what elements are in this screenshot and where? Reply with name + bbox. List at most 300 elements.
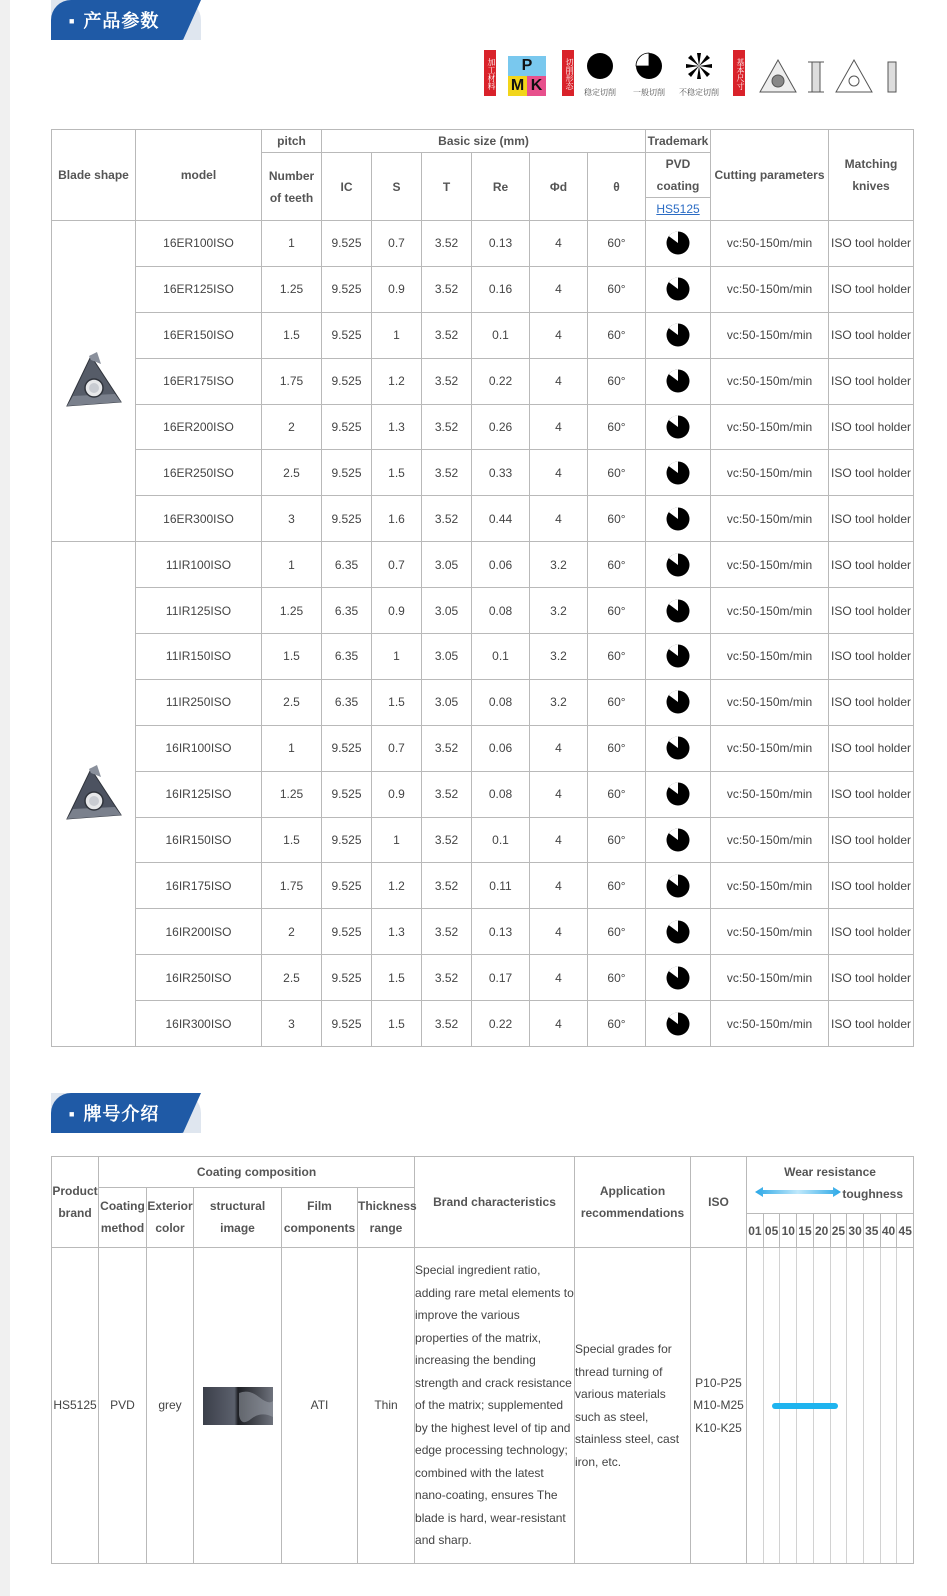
cell-ic: 9.525	[322, 404, 372, 450]
cell-d: 3.2	[530, 588, 588, 634]
scale-label: 10	[779, 1213, 796, 1247]
application-recommendations: Special grades for thread turning of various materials such as steel, stainless steel, cast iron, etc.	[575, 1248, 691, 1564]
cell-re: 0.1	[472, 312, 530, 358]
cell-d: 4	[530, 358, 588, 404]
pmk-p: P	[508, 56, 546, 76]
header-thickness-range: Thickness range	[358, 1187, 415, 1247]
cell-s: 0.9	[372, 266, 422, 312]
header-pitch: pitch	[262, 130, 322, 153]
cell-s: 1	[372, 817, 422, 863]
cell-matching-knives: ISO tool holder	[829, 863, 914, 909]
cell-s: 1.3	[372, 404, 422, 450]
cell-pitch: 3	[262, 1001, 322, 1047]
header-cutting-parameters: Cutting parameters	[711, 130, 829, 221]
grade-range-bar	[772, 1403, 838, 1409]
cell-ic: 6.35	[322, 588, 372, 634]
table-row	[52, 771, 914, 817]
cell-pitch: 1.5	[262, 817, 322, 863]
cell-pitch: 1.25	[262, 266, 322, 312]
pvd-coating-cell	[646, 817, 711, 863]
cell-d: 4	[530, 221, 588, 267]
cell-model: 16ER200ISO	[136, 404, 262, 450]
header-pvd-coating: PVD coating	[646, 153, 711, 198]
cell-pitch: 1.5	[262, 634, 322, 680]
cell-matching-knives: ISO tool holder	[829, 450, 914, 496]
cell-matching-knives: ISO tool holder	[829, 312, 914, 358]
pvd-coating-cell	[646, 450, 711, 496]
cell-d: 4	[530, 404, 588, 450]
legend-strip	[484, 50, 908, 100]
cell-matching-knives: ISO tool holder	[829, 955, 914, 1001]
pmk-badge	[508, 56, 546, 96]
cell-matching-knives: ISO tool holder	[829, 634, 914, 680]
internal-insert-image	[52, 542, 136, 1047]
cell-model: 16ER175ISO	[136, 358, 262, 404]
cell-theta: 60°	[588, 863, 646, 909]
cell-d: 4	[530, 450, 588, 496]
cell-t: 3.52	[422, 221, 472, 267]
coating-method: PVD	[99, 1248, 147, 1564]
cell-pitch: 3	[262, 496, 322, 542]
pmk-m: M	[508, 76, 527, 96]
cell-matching-knives: ISO tool holder	[829, 266, 914, 312]
brand-name: HS5125	[52, 1248, 99, 1564]
table-row	[52, 358, 914, 404]
cell-model: 16ER250ISO	[136, 450, 262, 496]
header-application: Application recommendations	[575, 1157, 691, 1248]
header-blade-shape: Blade shape	[52, 130, 136, 221]
pvd-coating-cell	[646, 725, 711, 771]
normal-cutting-icon	[666, 782, 690, 806]
cell-re: 0.08	[472, 771, 530, 817]
cell-matching-knives: ISO tool holder	[829, 588, 914, 634]
unstable-cutting-caption: 不稳定切削	[679, 88, 719, 97]
section-title: ■ 产品参数	[69, 7, 159, 33]
cell-matching-knives: ISO tool holder	[829, 679, 914, 725]
scale-label: 25	[830, 1213, 847, 1247]
parameter-rows	[52, 221, 914, 1047]
cell-cutting-parameters: vc:50-150m/min	[711, 909, 829, 955]
header-exterior-color: Exterior color	[147, 1187, 194, 1247]
cell-pitch: 1	[262, 725, 322, 771]
cell-t: 3.52	[422, 771, 472, 817]
cell-matching-knives: ISO tool holder	[829, 1001, 914, 1047]
normal-cutting-icon	[666, 736, 690, 760]
cell-ic: 9.525	[322, 266, 372, 312]
cell-ic: 9.525	[322, 358, 372, 404]
cell-model: 16IR200ISO	[136, 909, 262, 955]
pmk-k: K	[527, 76, 546, 96]
cell-ic: 9.525	[322, 771, 372, 817]
normal-cutting-icon	[666, 828, 690, 852]
cell-pitch: 1.75	[262, 358, 322, 404]
table-row	[52, 634, 914, 680]
cell-re: 0.06	[472, 725, 530, 771]
stable-cutting-icon	[586, 52, 614, 80]
scale-label: 45	[896, 1213, 913, 1247]
normal-cutting-icon	[666, 415, 690, 439]
cell-pitch: 1.75	[262, 863, 322, 909]
cell-cutting-parameters: vc:50-150m/min	[711, 266, 829, 312]
cell-re: 0.33	[472, 450, 530, 496]
cell-model: 11IR250ISO	[136, 679, 262, 725]
cell-t: 3.05	[422, 588, 472, 634]
cell-theta: 60°	[588, 634, 646, 680]
cell-matching-knives: ISO tool holder	[829, 725, 914, 771]
cell-cutting-parameters: vc:50-150m/min	[711, 634, 829, 680]
unstable-cutting-icon	[685, 52, 713, 80]
cell-re: 0.08	[472, 588, 530, 634]
header-matching-knives: Matching knives	[829, 130, 914, 221]
cell-s: 0.7	[372, 221, 422, 267]
cell-matching-knives: ISO tool holder	[829, 404, 914, 450]
normal-cutting-caption: 一般切削	[633, 88, 665, 97]
table-row	[52, 863, 914, 909]
cell-theta: 60°	[588, 542, 646, 588]
cell-t: 3.52	[422, 266, 472, 312]
header-iso: ISO	[691, 1157, 747, 1248]
stable-cutting-caption: 稳定切削	[584, 88, 616, 97]
cell-ic: 9.525	[322, 817, 372, 863]
section-header-brand	[51, 1093, 201, 1133]
header-structural-image: structural image	[194, 1187, 282, 1247]
cell-pitch: 2	[262, 909, 322, 955]
cell-re: 0.22	[472, 358, 530, 404]
product-parameter-table	[51, 129, 914, 1047]
cell-t: 3.52	[422, 817, 472, 863]
basic-size-diagram	[752, 52, 908, 98]
brand-row	[52, 1248, 914, 1564]
normal-cutting-icon	[666, 1012, 690, 1036]
table-row	[52, 1001, 914, 1047]
stable-cutting-legend	[576, 52, 624, 98]
scale-arrow-icon	[755, 1187, 841, 1197]
wear-resistance-label: Wear resistance	[784, 1165, 876, 1179]
cell-matching-knives: ISO tool holder	[829, 358, 914, 404]
cell-cutting-parameters: vc:50-150m/min	[711, 1001, 829, 1047]
cell-matching-knives: ISO tool holder	[829, 496, 914, 542]
pvd-coating-cell	[646, 679, 711, 725]
external-insert-image	[52, 221, 136, 542]
normal-cutting-icon	[666, 323, 690, 347]
scale-label: 05	[763, 1213, 780, 1247]
cell-theta: 60°	[588, 358, 646, 404]
cell-ic: 9.525	[322, 863, 372, 909]
pvd-coating-cell	[646, 909, 711, 955]
cell-ic: 9.525	[322, 312, 372, 358]
cutting-state-tag: 切削形态	[562, 50, 574, 96]
cell-model: 16IR150ISO	[136, 817, 262, 863]
cell-d: 3.2	[530, 542, 588, 588]
cell-matching-knives: ISO tool holder	[829, 771, 914, 817]
cell-model: 11IR100ISO	[136, 542, 262, 588]
table-row	[52, 221, 914, 267]
toughness-label: toughness	[842, 1187, 904, 1201]
structural-image	[203, 1387, 273, 1425]
cell-theta: 60°	[588, 1001, 646, 1047]
cell-d: 4	[530, 817, 588, 863]
cell-t: 3.52	[422, 496, 472, 542]
cell-d: 4	[530, 771, 588, 817]
structural-image-cell	[194, 1248, 282, 1564]
table-row	[52, 817, 914, 863]
pvd-coating-cell	[646, 955, 711, 1001]
cell-d: 3.2	[530, 679, 588, 725]
cell-model: 11IR150ISO	[136, 634, 262, 680]
grade-range-cell	[747, 1248, 914, 1564]
cell-theta: 60°	[588, 450, 646, 496]
cell-theta: 60°	[588, 221, 646, 267]
cell-model: 16IR175ISO	[136, 863, 262, 909]
cell-cutting-parameters: vc:50-150m/min	[711, 863, 829, 909]
table-row	[52, 588, 914, 634]
cell-d: 4	[530, 955, 588, 1001]
cell-ic: 6.35	[322, 542, 372, 588]
table-row	[52, 312, 914, 358]
cell-model: 16ER125ISO	[136, 266, 262, 312]
thickness-range: Thin	[358, 1248, 415, 1564]
table-row	[52, 955, 914, 1001]
cell-theta: 60°	[588, 909, 646, 955]
grade-gridline	[846, 1248, 863, 1563]
cell-d: 4	[530, 725, 588, 771]
cell-cutting-parameters: vc:50-150m/min	[711, 496, 829, 542]
cell-matching-knives: ISO tool holder	[829, 817, 914, 863]
cell-s: 0.7	[372, 725, 422, 771]
cell-re: 0.13	[472, 221, 530, 267]
table-row	[52, 542, 914, 588]
table-row	[52, 450, 914, 496]
cell-s: 0.9	[372, 771, 422, 817]
pvd-coating-cell	[646, 221, 711, 267]
header-model: model	[136, 130, 262, 221]
cell-d: 4	[530, 909, 588, 955]
normal-cutting-icon	[666, 644, 690, 668]
scale-label: 40	[880, 1213, 897, 1247]
cell-ic: 9.525	[322, 955, 372, 1001]
scale-label: 35	[863, 1213, 880, 1247]
cell-d: 4	[530, 266, 588, 312]
header-t: T	[422, 153, 472, 221]
header-theta: θ	[588, 153, 646, 221]
cell-cutting-parameters: vc:50-150m/min	[711, 817, 829, 863]
normal-cutting-icon	[666, 277, 690, 301]
cell-pitch: 1.25	[262, 588, 322, 634]
pvd-coating-cell	[646, 542, 711, 588]
cell-ic: 9.525	[322, 496, 372, 542]
cell-d: 4	[530, 496, 588, 542]
cell-d: 4	[530, 1001, 588, 1047]
cell-re: 0.08	[472, 679, 530, 725]
normal-cutting-icon	[666, 874, 690, 898]
cell-t: 3.52	[422, 358, 472, 404]
normal-cutting-icon	[666, 369, 690, 393]
cell-re: 0.22	[472, 1001, 530, 1047]
cell-model: 16IR100ISO	[136, 725, 262, 771]
cell-pitch: 2.5	[262, 955, 322, 1001]
pvd-coating-cell	[646, 266, 711, 312]
header-grade-scale	[747, 1157, 914, 1248]
cell-model: 16ER150ISO	[136, 312, 262, 358]
normal-cutting-legend	[625, 52, 673, 98]
normal-cutting-icon	[635, 52, 663, 80]
header-d: Φd	[530, 153, 588, 221]
cell-pitch: 1.5	[262, 312, 322, 358]
cell-re: 0.06	[472, 542, 530, 588]
material-tag: 加工材料	[484, 50, 496, 96]
cell-pitch: 1.25	[262, 771, 322, 817]
cell-cutting-parameters: vc:50-150m/min	[711, 312, 829, 358]
normal-cutting-icon	[666, 507, 690, 531]
header-re: Re	[472, 153, 530, 221]
cell-s: 1.6	[372, 496, 422, 542]
cell-s: 1.5	[372, 1001, 422, 1047]
header-number-of-teeth: Number of teeth	[262, 153, 322, 221]
cell-matching-knives: ISO tool holder	[829, 221, 914, 267]
cell-d: 4	[530, 863, 588, 909]
cell-theta: 60°	[588, 679, 646, 725]
cell-ic: 9.525	[322, 909, 372, 955]
grade-gridline	[863, 1248, 880, 1563]
cell-ic: 6.35	[322, 679, 372, 725]
header-trademark: Trademark	[646, 130, 711, 153]
cell-re: 0.1	[472, 634, 530, 680]
cell-cutting-parameters: vc:50-150m/min	[711, 358, 829, 404]
film-components: ATI	[282, 1248, 358, 1564]
cell-d: 4	[530, 312, 588, 358]
cell-cutting-parameters: vc:50-150m/min	[711, 588, 829, 634]
table-row	[52, 404, 914, 450]
cell-cutting-parameters: vc:50-150m/min	[711, 725, 829, 771]
cell-model: 16IR250ISO	[136, 955, 262, 1001]
cell-matching-knives: ISO tool holder	[829, 909, 914, 955]
cell-re: 0.44	[472, 496, 530, 542]
cell-theta: 60°	[588, 588, 646, 634]
cell-model: 16ER100ISO	[136, 221, 262, 267]
cell-ic: 9.525	[322, 221, 372, 267]
pvd-coating-cell	[646, 863, 711, 909]
cell-ic: 9.525	[322, 1001, 372, 1047]
cell-pitch: 2	[262, 404, 322, 450]
normal-cutting-icon	[666, 553, 690, 577]
cell-t: 3.05	[422, 542, 472, 588]
pvd-coating-cell	[646, 588, 711, 634]
cell-s: 0.9	[372, 588, 422, 634]
cell-pitch: 1	[262, 221, 322, 267]
cell-theta: 60°	[588, 266, 646, 312]
cell-pitch: 2.5	[262, 450, 322, 496]
header-coating-method: Coating method	[99, 1187, 147, 1247]
cell-cutting-parameters: vc:50-150m/min	[711, 450, 829, 496]
basic-size-tag: 基本尺寸	[733, 50, 745, 96]
cell-re: 0.13	[472, 909, 530, 955]
table-row	[52, 909, 914, 955]
pvd-coating-cell	[646, 496, 711, 542]
table-row	[52, 679, 914, 725]
cell-t: 3.05	[422, 679, 472, 725]
header-product-brand: Product brand	[52, 1157, 99, 1248]
cell-t: 3.52	[422, 863, 472, 909]
header-basic-size: Basic size (mm)	[322, 130, 646, 153]
header-ic: IC	[322, 153, 372, 221]
cell-re: 0.11	[472, 863, 530, 909]
pvd-coating-cell	[646, 358, 711, 404]
scale-label: 20	[813, 1213, 830, 1247]
brand-characteristics: Special ingredient ratio, adding rare metal elements to improve the various properties of the matrix, increasing the bending strength and crack resistance of the matrix; supplemented by the highest level of tip and edge processing technology; combined with the latest nano-coating, ensures The blade is hard, wear-resistant and sharp.	[415, 1248, 575, 1564]
cell-cutting-parameters: vc:50-150m/min	[711, 679, 829, 725]
pvd-coating-cell	[646, 1001, 711, 1047]
cell-t: 3.52	[422, 955, 472, 1001]
normal-cutting-icon	[666, 966, 690, 990]
cell-pitch: 1	[262, 542, 322, 588]
page-left-rail	[0, 0, 10, 1596]
cell-re: 0.1	[472, 817, 530, 863]
cell-cutting-parameters: vc:50-150m/min	[711, 221, 829, 267]
unstable-cutting-legend	[675, 52, 723, 98]
cell-theta: 60°	[588, 725, 646, 771]
header-film-components: Film components	[282, 1187, 358, 1247]
table-row	[52, 496, 914, 542]
header-brand-characteristics: Brand characteristics	[415, 1157, 575, 1248]
normal-cutting-icon	[666, 920, 690, 944]
normal-cutting-icon	[666, 599, 690, 623]
grade-gridline	[896, 1248, 913, 1563]
normal-cutting-icon	[666, 690, 690, 714]
cell-re: 0.17	[472, 955, 530, 1001]
cell-theta: 60°	[588, 312, 646, 358]
cell-t: 3.52	[422, 1001, 472, 1047]
normal-cutting-icon	[666, 461, 690, 485]
normal-cutting-icon	[666, 231, 690, 255]
cell-s: 1.5	[372, 450, 422, 496]
cell-re: 0.26	[472, 404, 530, 450]
cell-d: 3.2	[530, 634, 588, 680]
grade-scale	[747, 1213, 913, 1247]
cell-model: 11IR125ISO	[136, 588, 262, 634]
cell-t: 3.52	[422, 450, 472, 496]
cell-theta: 60°	[588, 771, 646, 817]
cell-t: 3.52	[422, 909, 472, 955]
cell-t: 3.52	[422, 725, 472, 771]
cell-s: 1	[372, 634, 422, 680]
grade-gridline	[747, 1248, 763, 1563]
table-row	[52, 725, 914, 771]
cell-model: 16ER300ISO	[136, 496, 262, 542]
cell-t: 3.52	[422, 404, 472, 450]
cell-cutting-parameters: vc:50-150m/min	[711, 955, 829, 1001]
table-row	[52, 266, 914, 312]
section-header-params	[51, 0, 201, 40]
cell-ic: 9.525	[322, 450, 372, 496]
grade-link-hs5125[interactable]: HS5125	[656, 202, 700, 216]
cell-re: 0.16	[472, 266, 530, 312]
cell-matching-knives: ISO tool holder	[829, 542, 914, 588]
header-s: S	[372, 153, 422, 221]
header-coating-composition: Coating composition	[99, 1157, 415, 1188]
cell-s: 1.5	[372, 679, 422, 725]
cell-s: 0.7	[372, 542, 422, 588]
cell-theta: 60°	[588, 496, 646, 542]
cell-s: 1.3	[372, 909, 422, 955]
cell-pitch: 2.5	[262, 679, 322, 725]
iso-range: P10-P25 M10-M25 K10-K25	[691, 1248, 747, 1564]
cell-model: 16IR125ISO	[136, 771, 262, 817]
cell-s: 1	[372, 312, 422, 358]
cell-s: 1.2	[372, 358, 422, 404]
cell-theta: 60°	[588, 817, 646, 863]
pvd-coating-cell	[646, 771, 711, 817]
pvd-coating-cell	[646, 634, 711, 680]
